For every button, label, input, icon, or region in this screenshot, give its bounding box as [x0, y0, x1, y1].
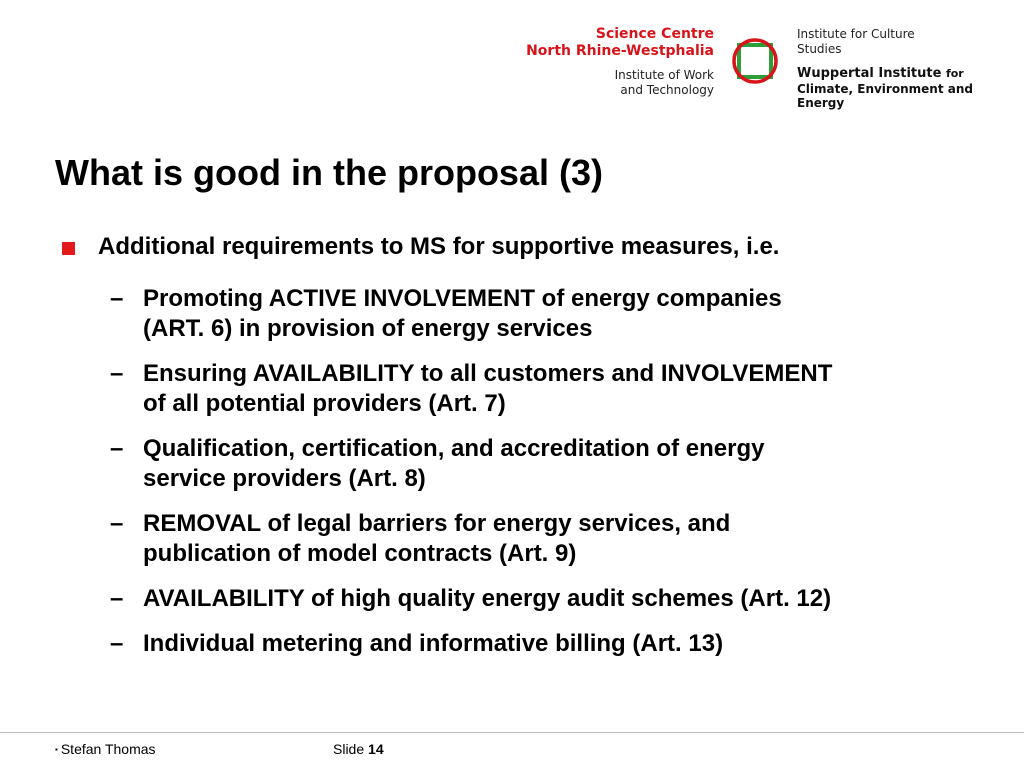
sub-bullet-line: Individual metering and informative billing (Art. 13)	[143, 630, 724, 657]
sub-bullet	[110, 359, 990, 419]
sub-bullet-line: AVAILABILITY of high quality energy audit schemes (Art. 12)	[143, 585, 832, 612]
dash-icon: –	[110, 510, 124, 537]
sub-bullet-line: (ART. 6) in provision of energy services	[143, 315, 593, 342]
logo-line: Studies	[797, 42, 842, 56]
dash-icon: –	[110, 360, 124, 387]
dash-icon: –	[110, 285, 124, 312]
sub-bullet-list	[110, 284, 990, 674]
logo-line-main: Wuppertal Institute	[797, 66, 942, 81]
slide-number	[333, 741, 384, 757]
dash-icon: –	[110, 630, 124, 657]
emblem-square	[739, 45, 771, 77]
square-bullet-icon	[62, 242, 75, 255]
slide-label: Slide	[333, 741, 365, 757]
sub-bullet-line: service providers (Art. 8)	[143, 465, 426, 492]
logo-line-suffix: for	[945, 67, 964, 80]
footer-author	[55, 741, 156, 757]
logo-line: North Rhine-Westphalia	[526, 43, 714, 59]
wuppertal-emblem-icon	[730, 36, 780, 86]
sub-bullet-line: Qualification, certification, and accreditation of energy	[143, 435, 765, 462]
science-centre-logo	[526, 26, 714, 98]
logo-line: Energy	[797, 96, 845, 110]
logo-line	[797, 66, 973, 82]
sub-bullet	[110, 629, 990, 659]
logo-line: and Technology	[620, 83, 714, 97]
slide-title: What is good in the proposal (3)	[55, 152, 603, 193]
sub-bullet	[110, 284, 990, 344]
logo-line: Climate, Environment and	[797, 82, 973, 96]
sub-bullet-line: publication of model contracts (Art. 9)	[143, 540, 577, 567]
sub-bullet-line: Ensuring AVAILABILITY to all customers and INVOLVEMENT	[143, 360, 833, 387]
sub-bullet-line: Promoting ACTIVE INVOLVEMENT of energy companies	[143, 285, 782, 312]
author-name: Stefan Thomas	[60, 741, 156, 757]
sub-bullet-line: REMOVAL of legal barriers for energy services, and	[143, 510, 731, 537]
sub-bullet-line: of all potential providers (Art. 7)	[143, 390, 506, 417]
dash-icon: –	[110, 435, 124, 462]
logo-line: Institute of Work	[614, 68, 714, 82]
footer-divider	[0, 732, 1024, 733]
logo-line: Institute for Culture	[797, 27, 915, 41]
logo-line: Science Centre	[595, 26, 714, 42]
dash-icon: –	[110, 585, 124, 612]
sub-bullet	[110, 434, 990, 494]
main-bullet-text: Additional requirements to MS for supportive measures, i.e.	[98, 233, 780, 260]
sub-bullet	[110, 509, 990, 569]
wuppertal-institute-logo	[797, 27, 973, 110]
sub-bullet	[110, 584, 990, 614]
slide-number-value: 14	[368, 741, 384, 757]
footer-bullet-icon: ▪	[55, 745, 58, 754]
